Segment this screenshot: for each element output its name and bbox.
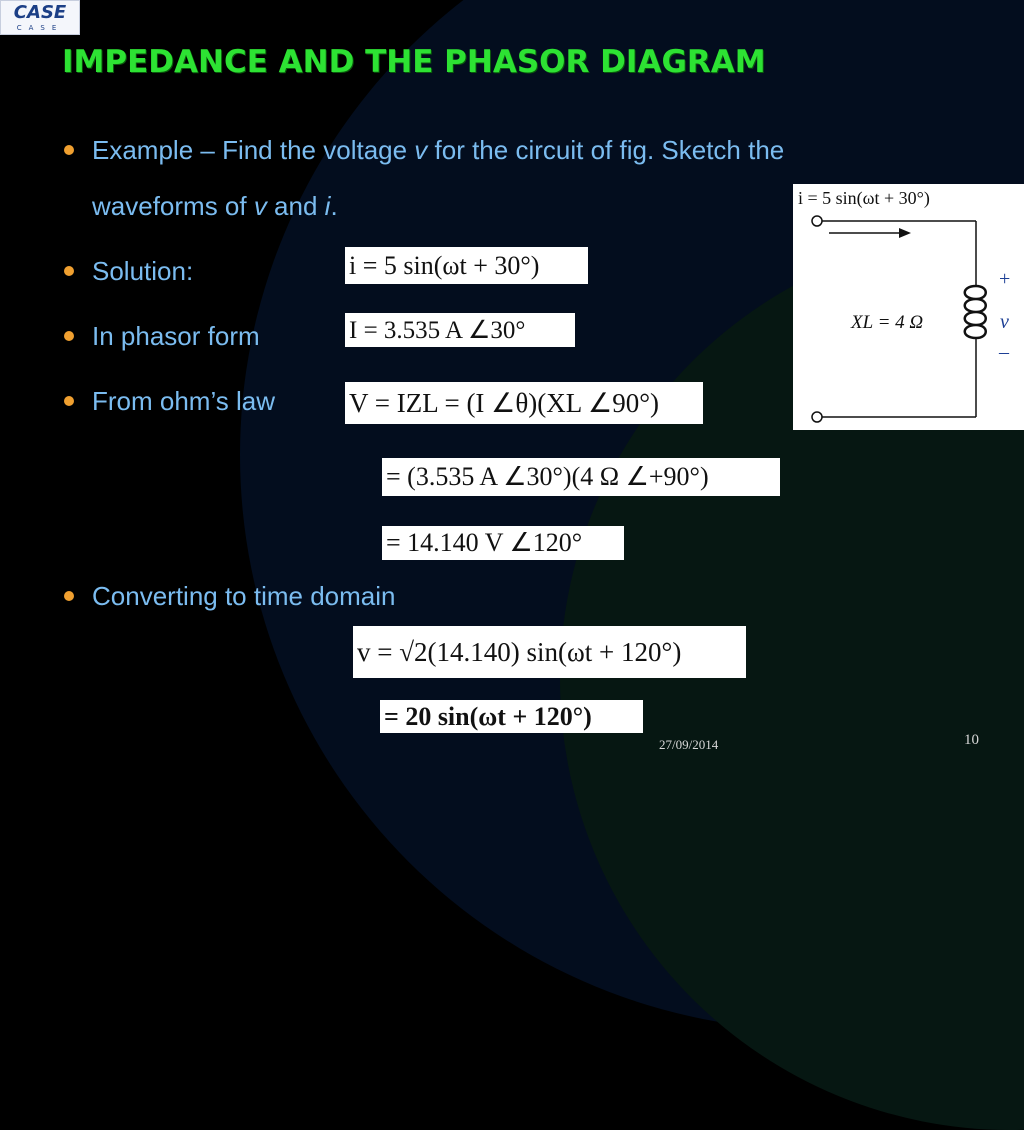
terminal-top	[812, 216, 822, 226]
footer-date: 27/09/2014	[659, 737, 719, 752]
current-arrow-icon	[899, 228, 911, 238]
equation-current-phasor: I = 3.535 A ∠30°	[345, 313, 575, 347]
variable-i: i	[324, 191, 331, 221]
bullet-text: .	[330, 191, 338, 221]
bullet-example-line2	[92, 189, 338, 223]
bullet-dot	[64, 591, 74, 601]
plus-sign: +	[999, 268, 1011, 290]
bullet-dot	[64, 145, 74, 155]
bullet-text: and	[266, 191, 325, 221]
reactance-label: XL = 4 Ω	[851, 312, 924, 333]
bullet-time-domain	[92, 579, 395, 613]
equation-ohm-general: V = IZL = (I ∠θ)(XL ∠90°)	[345, 382, 703, 424]
bullet-text: Solution:	[92, 256, 194, 286]
voltage-label: v	[1000, 311, 1009, 333]
equation-ohm-substitution: = (3.535 A ∠30°)(4 Ω ∠+90°)	[382, 458, 780, 496]
equation-voltage-time: v = √2(14.140) sin(ωt + 120°)	[353, 626, 746, 678]
bullet-text: Converting to time domain	[92, 581, 396, 611]
bullet-text: In phasor form	[92, 321, 260, 351]
bullet-dot	[64, 266, 74, 276]
bullet-text: waveforms of	[92, 191, 254, 221]
bullet-text: for the circuit of fig. Sketch the	[427, 135, 785, 165]
bullet-text: From ohm’s law	[92, 386, 276, 416]
equation-ohm-result: = 14.140 V ∠120°	[382, 526, 624, 560]
page-number: 10	[964, 732, 979, 748]
bullet-text: Example – Find the voltage	[92, 135, 415, 165]
variable-v: v	[414, 135, 428, 165]
slide-title: IMPEDANCE AND THE PHASOR DIAGRAM	[62, 44, 766, 80]
inductor-coil-back-icon	[976, 286, 986, 338]
bullet-dot	[64, 396, 74, 406]
bullet-example	[92, 133, 784, 167]
equation-current-time: i = 5 sin(ωt + 30°)	[345, 247, 588, 284]
bullet-dot	[64, 331, 74, 341]
equation-voltage-final: = 20 sin(ωt + 120°)	[380, 700, 643, 733]
minus-sign: –	[999, 341, 1009, 363]
circuit-figure	[793, 184, 1024, 430]
circuit-diagram	[793, 184, 1024, 430]
logo-subtext: CASE	[16, 24, 64, 32]
terminal-bottom	[812, 412, 822, 422]
logo-text: CASE	[13, 2, 67, 23]
inductor-coil-icon	[965, 286, 976, 338]
variable-v: v	[253, 191, 267, 221]
bullet-phasor-form	[92, 319, 260, 353]
bullet-ohms-law	[92, 384, 275, 418]
logo	[0, 0, 80, 35]
current-label: i = 5 sin(ωt + 30°)	[798, 188, 930, 208]
bullet-solution	[92, 254, 193, 288]
